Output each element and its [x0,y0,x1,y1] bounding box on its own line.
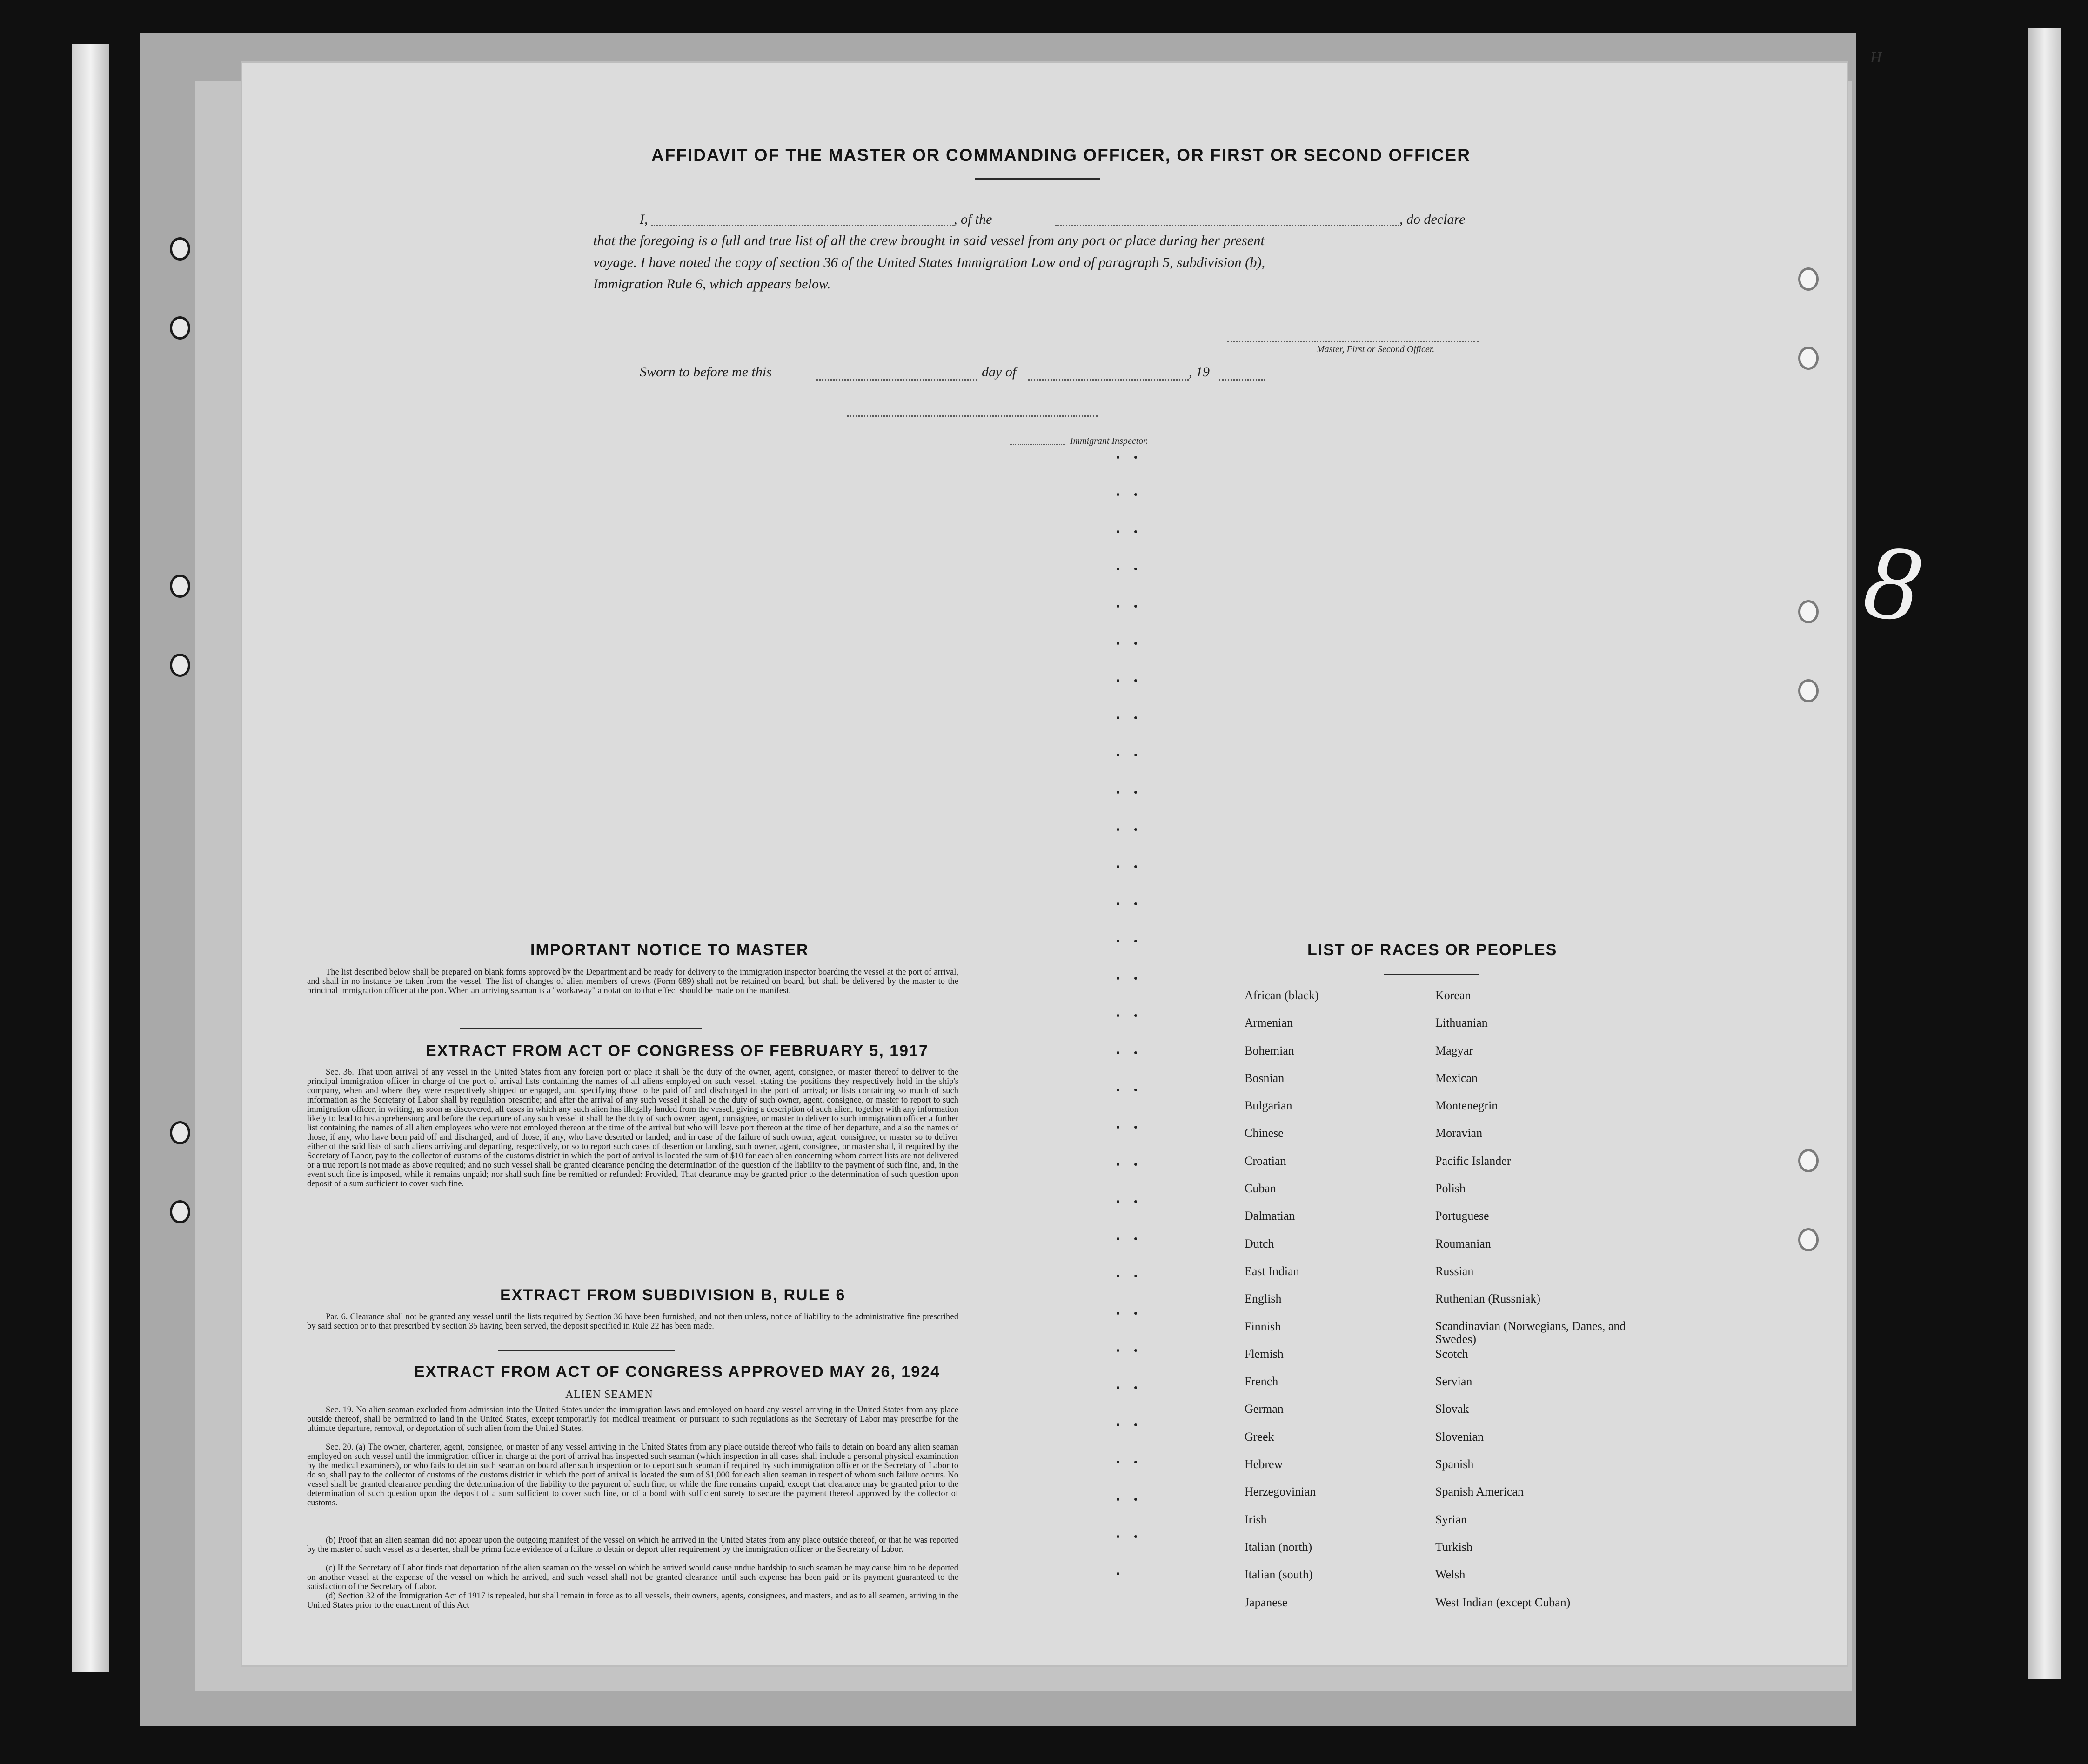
extract-1924-sec19: Sec. 19. No alien seaman excluded from admission into the United States under the immigration laws and employed on board any vessel arriving in the United States from any place outside thereof, shall be permitted to land in the United States, except temporarily for medical treatment, or pursuant to such regulations as the Secretary of Labor may prescribe for the ultimate departure, removal, or deportation of such alien from the United States. [307,1405,958,1433]
binder-hole [170,1121,190,1144]
race-item: Spanish [1435,1457,1474,1471]
extract-1924-sec20a: Sec. 20. (a) The owner, charterer, agent, consignee, or master of any vessel arriving in the United States from any place outside thereof who fails to detain on board any alien seaman employed on such vessel until the immigration officer in charge at the port of arrival has inspected such seaman (which inspection in all cases shall include a personal physical examination by the medical examiners), or who fails to detain such seaman on board after such inspection or to deport such seaman if required by such immigration officer or the Secretary of Labor to do so, shall pay to the collector of customs of the customs district in which the port of arrival is located the sum of $1,000 for each alien seaman in respect of whom such failure occurs. No vessel shall be granted clearance pending the determination of the liability to the payment of such fine, or while the fine remains unpaid, except that clearance may be granted prior to the determination of such question upon the deposit of a sum sufficient to cover such fine, or of a bond with sufficient surety to secure the payment thereof approved by the collector of customs. [307,1443,958,1508]
day-of-label: day of [982,364,1017,380]
race-item: Syrian [1435,1512,1467,1526]
race-item: Portuguese [1435,1209,1489,1223]
affidavit-line-4: Immigration Rule 6, which appears below. [593,276,831,292]
race-item: Welsh [1435,1568,1466,1582]
punch-hole [1798,347,1819,370]
binder-hole [170,575,190,598]
binder-hole [170,237,190,261]
race-item: Polish [1435,1182,1466,1196]
race-item: English [1245,1292,1282,1306]
race-item: Scotch [1435,1347,1468,1361]
punch-hole [1798,1149,1819,1172]
extract-1924-sec20c: (c) If the Secretary of Labor finds that deportation of the alien seaman on the vessel on which he arrived would cause undue hardship to such seaman he may cause him to be deported on another vessel at the expense of the vessel on which he arrived, and such vessel shall not be granted clearance until such expense has been paid or its payment guaranteed to the satisfaction of the Secretary of Labor. [307,1564,958,1591]
races-rule [1384,974,1479,975]
race-item: Slovenian [1435,1430,1484,1443]
race-item: Irish [1245,1512,1267,1526]
binder-hole [170,316,190,340]
race-item: Armenian [1245,1016,1293,1030]
race-item: Finnish [1245,1319,1281,1333]
punch-hole [1798,679,1819,702]
extract-rule6-title: EXTRACT FROM SUBDIVISION B, RULE 6 [500,1286,846,1304]
race-item: German [1245,1402,1284,1416]
sworn-month-blank [1028,379,1189,381]
punch-hole [1798,267,1819,291]
race-item: Spanish American [1435,1485,1524,1499]
notice-title: IMPORTANT NOTICE TO MASTER [530,941,809,959]
affidavit-line-3: voyage. I have noted the copy of section 36 of the United States Immigration Law and of paragraph 5, subdivision (b), [593,254,1265,270]
affidavit-i-label: I, [640,212,648,227]
extract-1924-sec20b: (b) Proof that an alien seaman did not appear upon the outgoing manifest of the vessel on which he arrived in the United States from any place outside thereof, or that he was reported by the master of such vessel as a deserter, shall be prima facie evidence of a failure to detain or deport after requirement by the immigration officer or the Secretary of Labor. [307,1536,958,1554]
race-item: Russian [1435,1264,1474,1278]
race-item: Turkish [1435,1540,1472,1554]
extract-1924-sec20d: (d) Section 32 of the Immigration Act of 1917 is repealed, but shall remain in force as to all vessels, their owners, agents, consignees, and masters, and as to all seamen, arriving in the United States prior to the enactment of this Act [307,1591,958,1610]
binder-hole [170,654,190,677]
inspector-signature-line [847,415,1098,417]
race-item: Slovak [1435,1402,1469,1416]
race-item: Cuban [1245,1182,1276,1196]
alien-seamen-subtitle: ALIEN SEAMEN [565,1389,653,1401]
right-binder-strip [2028,28,2061,1679]
race-item: French [1245,1375,1278,1389]
handwritten-number: 8 [1857,520,1927,645]
race-item: Korean [1435,989,1471,1002]
affidavit-of-the-label: , of the [954,212,992,227]
sworn-label: Sworn to before me this [640,364,772,380]
extract-rule6-text: Par. 6. Clearance shall not be granted any vessel until the lists required by Section 36 have been furnished, and not then unless, notice of liability to the administrative fine prescribed by said section or to that prescribed by section 35 having been served, the deposit specified in Rule 22 has been made. [307,1312,958,1331]
race-item: Magyar [1435,1043,1473,1057]
punch-hole [1798,1228,1819,1251]
races-right-column [1435,989,1696,1623]
race-item: Moravian [1435,1126,1483,1140]
sworn-day-blank [816,379,977,381]
binder-hole [170,1200,190,1223]
rule6-rule [498,1350,675,1351]
race-item: Flemish [1245,1347,1284,1361]
race-item: West Indian (except Cuban) [1435,1595,1571,1609]
race-item: Bohemian [1245,1043,1294,1057]
master-signature-line [1227,341,1479,342]
race-item: Ruthenian (Russniak) [1435,1292,1541,1306]
race-item: Hebrew [1245,1457,1283,1471]
race-item: Chinese [1245,1126,1284,1140]
extract-1917-text: Sec. 36. That upon arrival of any vessel in the United States from any foreign port or place it shall be the duty of the owner, agent, consignee, or master thereof to deliver to the principal immigration officer in charge of the port of arrival lists containing the names of all aliens employed on such vessel, stating the positions they respectively hold in the ship's company, when and where they were respectively shipped or engaged, and specifying those to be paid off and discharged in the port of arrival; or lists containing so much of such information as the Secretary of Labor shall by regulation prescribe; and after the arrival of any such vessel it shall be the duty of such owner, agent, consignee, or master to report to such immigration officer, in writing, as soon as discovered, all cases in which any such alien has illegally landed from the vessel, giving a description of such alien, together with any information likely to lead to his apprehension; and before the departure of any such vessel it shall be the duty of such owner, agent, consignee, or master to deliver to such immigration officer a further list containing the names of all alien employees who were not employed thereon at the time of the arrival but who will leave port thereon at the time of her departure, and also the names of those, if any, who have been paid off and discharged, and of those, if any, who have deserted or landed; and in case of the failure of such owner, agent, consignee, or master so to deliver either of the said lists of such aliens arriving and departing, respectively, or so to report such cases of desertion or landing, such owner, agent, consignee, or master shall, if required by the Secretary of Labor, pay to the collector of customs of the customs district in which the port of arrival is located the sum of $10 for each alien concerning whom correct lists are not delivered or a true report is not made as above required; and no such vessel shall be granted clearance pending the determination of the question of the liability to the payment of such fine, and, in the event such fine is imposed, while it remains unpaid; nor shall such fine be remitted or refunded: Provided, That clearance may be granted prior to the determination of such question upon deposit of a sum sufficient to cover such fine. [307,1068,958,1189]
race-item: Italian (north) [1245,1540,1312,1554]
affidavit-declare-label: , do declare [1399,212,1466,227]
affidavit-line-2: that the foregoing is a full and true list of all the crew brought in said vessel from any port or place during her present [593,233,1265,248]
race-item: Herzegovinian [1245,1485,1316,1499]
race-item: Bosnian [1245,1071,1285,1085]
race-item: Croatian [1245,1154,1286,1168]
race-item: Japanese [1245,1595,1288,1609]
sworn-year-blank [1219,379,1265,381]
race-item: Pacific Islander [1435,1154,1511,1168]
race-item: Dutch [1245,1236,1274,1250]
notice-text: The list described below shall be prepared on blank forms approved by the Department and be ready for delivery to the immigration inspector boarding the vessel at the port of arrival, and shall in no instance be taken from the vessel. The list of changes of alien members of crews (Form 689) shall not be retained on board, but shall be delivered by the master to the principal immigration officer at the port. When an arriving seaman is a "workaway" a notation to that effect should be made on the manifest. [307,968,958,996]
race-item: East Indian [1245,1264,1299,1278]
punch-hole [1798,600,1819,623]
race-item: Scandinavian (Norwegians, Danes, and Swedes) [1435,1319,1626,1346]
race-item: African (black) [1245,989,1319,1002]
corner-mark: H [1870,49,1882,66]
race-item: Italian (south) [1245,1568,1313,1582]
inspector-caption: Immigrant Inspector. [1070,436,1148,446]
race-item: Dalmatian [1245,1209,1295,1223]
extract-1924-title: EXTRACT FROM ACT OF CONGRESS APPROVED MAY 26, 1924 [414,1363,940,1381]
race-item: Mexican [1435,1071,1478,1085]
race-item: Lithuanian [1435,1016,1488,1030]
races-title: LIST OF RACES OR PEOPLES [1307,941,1558,959]
left-binder-strip [72,44,109,1672]
vessel-blank [1055,225,1399,226]
affidavit-title: AFFIDAVIT OF THE MASTER OR COMMANDING OFFICER, OR FIRST OR SECOND OFFICER [651,146,1471,165]
notice-rule [460,1028,702,1029]
race-item: Bulgarian [1245,1099,1292,1113]
race-item: Roumanian [1435,1236,1491,1250]
year-label: , 19 [1189,364,1210,380]
race-item: Montenegrin [1435,1099,1498,1113]
document-page [242,49,1882,1665]
race-item: Servian [1435,1375,1472,1389]
extract-1917-title: EXTRACT FROM ACT OF CONGRESS OF FEBRUARY 5, 1917 [426,1042,929,1060]
races-left-column [1245,989,1319,1623]
race-item: Greek [1245,1430,1274,1443]
name-blank [651,225,954,226]
master-caption: Master, First or Second Officer. [1317,344,1435,354]
affidavit-title-rule [975,178,1100,180]
inspector-dot-leader [1010,444,1065,445]
